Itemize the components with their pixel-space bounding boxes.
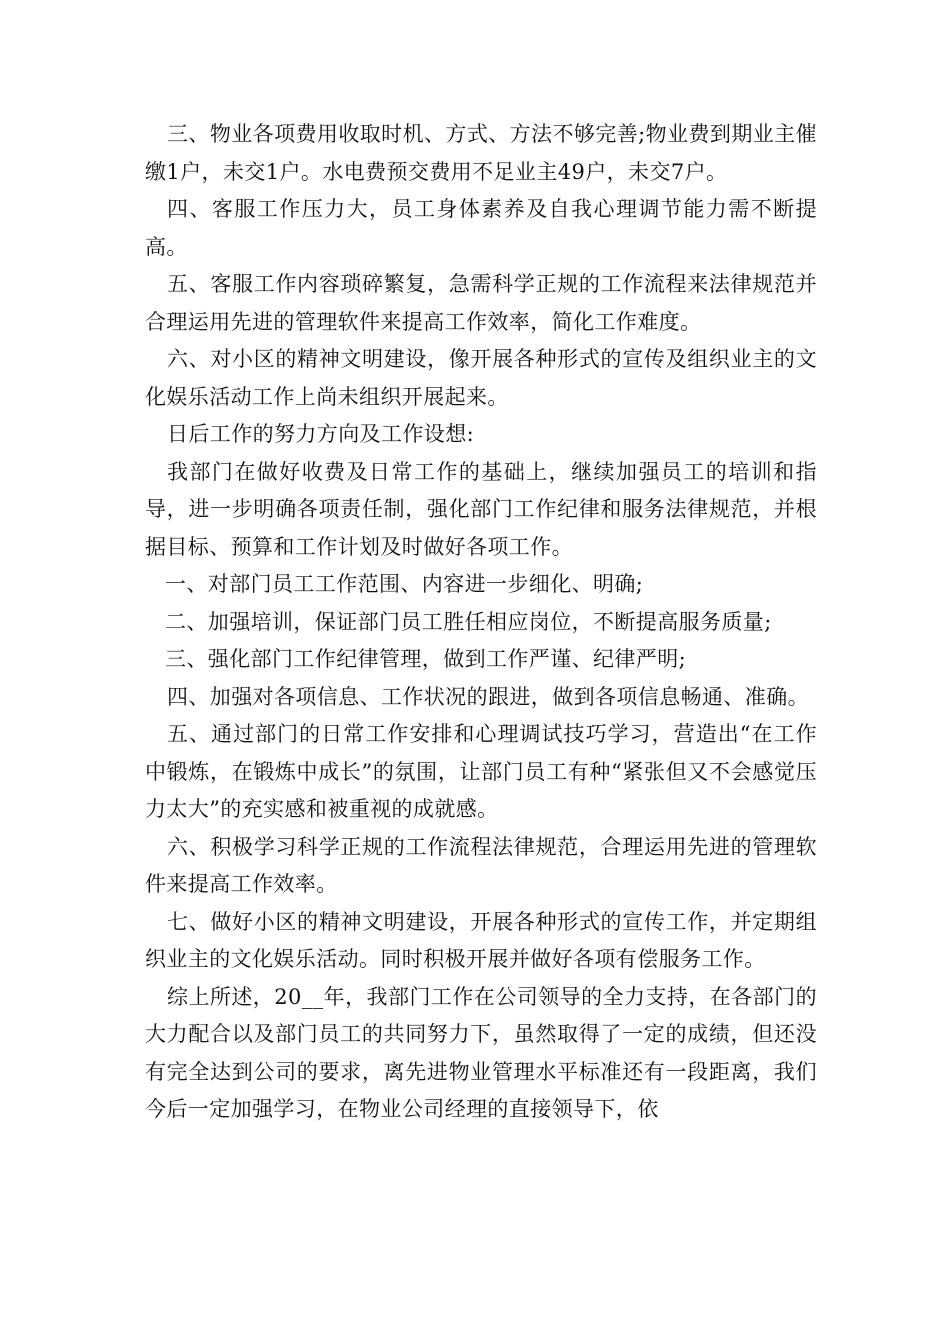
paragraph-plan-item-4: 四、加强对各项信息、工作状况的跟进，做到各项信息畅通、准确。 [167, 684, 809, 709]
document-body [145, 116, 817, 1129]
paragraph-summary: 综上所述，20__年，我部门工作在公司领导的全力支持，在各部门的大力配合以及部门员工的共同努力下，虽然取得了一定的成绩，但还没有完全达到公司的要求，离先进物业管理水平标准还有一段距离，我们今后一定加强学习，在物业公司经理的直接领导下，依 [145, 984, 817, 1121]
paragraph-customer-service-workflow: 五、客服工作内容琐碎繁复，急需科学正规的工作流程来法律规范并合理运用先进的管理软件来提高工作效率，简化工作难度。 [145, 272, 817, 334]
paragraph-customer-service-pressure: 四、客服工作压力大，员工身体素养及自我心理调节能力需不断提高。 [145, 197, 817, 259]
paragraph-fee-collection: 三、物业各项费用收取时机、方式、方法不够完善;物业费到期业主催缴1户，未交1户。水电费预交费用不足业主49户，未交7户。 [145, 122, 817, 184]
paragraph-plan-item-1: 一、对部门员工工作范围、内容进一步细化、明确; [165, 572, 644, 596]
paragraph-plan-item-7: 七、做好小区的精神文明建设，开展各种形式的宣传工作，并定期组织业主的文化娱乐活动。同时积极开展并做好各项有偿服务工作。 [145, 909, 817, 971]
paragraph-plan-item-6: 六、积极学习科学正规的工作流程法律规范，合理运用先进的管理软件来提高工作效率。 [145, 834, 817, 896]
paragraph-future-direction-heading: 日后工作的努力方向及工作设想: [167, 422, 475, 446]
paragraph-plan-item-2: 二、加强培训，保证部门员工胜任相应岗位，不断提高服务质量; [165, 609, 772, 634]
paragraph-plan-item-3: 三、强化部门工作纪律管理，做到工作严谨、纪律严明; [165, 647, 687, 671]
paragraph-community-culture: 六、对小区的精神文明建设，像开展各种形式的宣传及组织业主的文化娱乐活动工作上尚未组织开展起来。 [145, 347, 817, 409]
paragraph-department-plan: 我部门在做好收费及日常工作的基础上，继续加强员工的培训和指导，进一步明确各项责任制，强化部门工作纪律和服务法律规范，并根据目标、预算和工作计划及时做好各项工作。 [145, 459, 817, 559]
paragraph-plan-item-5: 五、通过部门的日常工作安排和心理调试技巧学习，营造出“在工作中锻炼，在锻炼中成长”的氛围，让部门员工有种“紧张但又不会感觉压力太大”的充实感和被重视的成就感。 [145, 722, 817, 821]
